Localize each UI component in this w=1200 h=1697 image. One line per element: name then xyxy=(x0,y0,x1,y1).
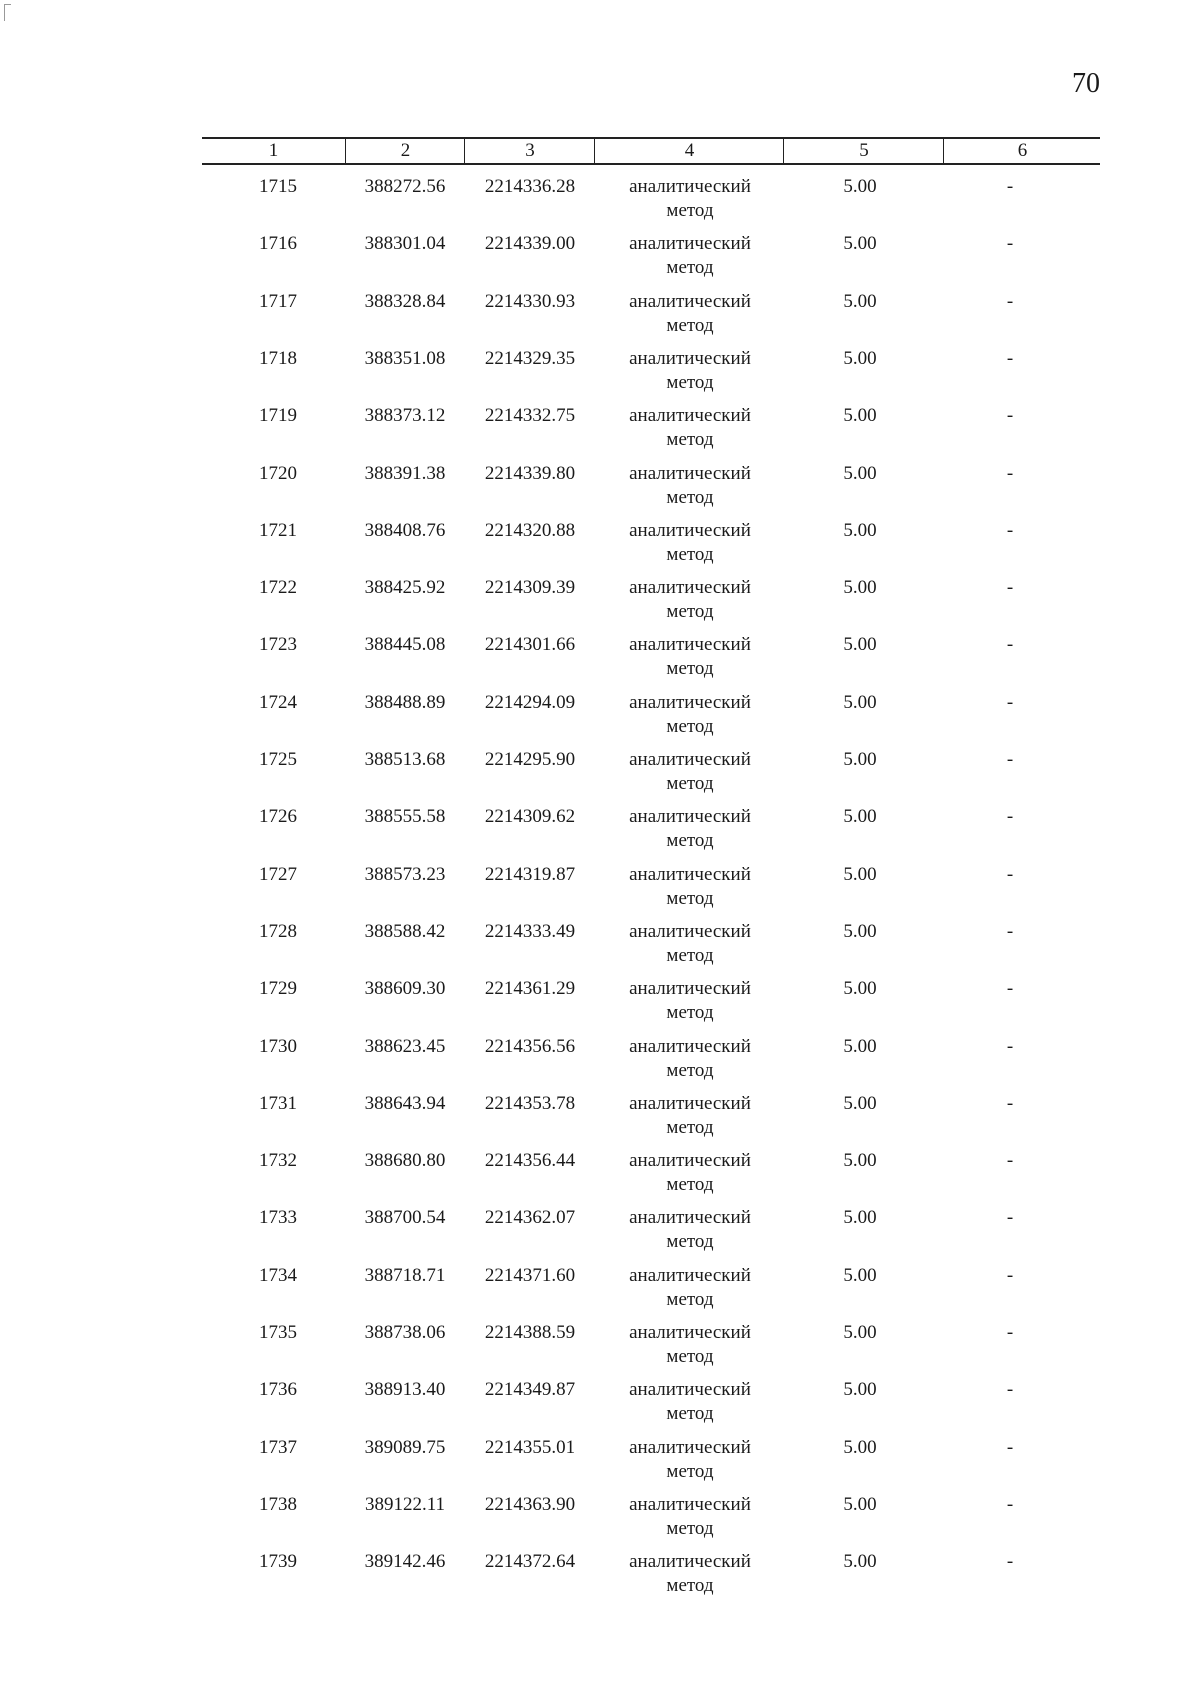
table-row xyxy=(0,1493,1200,1550)
note-cell: - xyxy=(1006,806,1014,828)
method-line-1: аналитический xyxy=(629,1493,751,1515)
accuracy-cell: 5.00 xyxy=(843,634,877,656)
table-row xyxy=(0,863,1200,920)
method-line-1: аналитический xyxy=(629,634,751,656)
accuracy-cell: 5.00 xyxy=(843,1436,877,1458)
table-row xyxy=(0,1321,1200,1378)
method-cell xyxy=(605,1206,775,1254)
point-number-cell: 1738 xyxy=(259,1493,297,1515)
table-row xyxy=(0,1149,1200,1206)
method-cell xyxy=(605,1035,775,1083)
method-line-1: аналитический xyxy=(629,176,751,197)
x-coordinate-cell: 388425.92 xyxy=(364,577,446,599)
method-line-2: метод xyxy=(666,543,714,565)
method-line-1: аналитический xyxy=(629,1207,751,1229)
y-coordinate-cell: 2214336.28 xyxy=(484,176,576,197)
x-coordinate-cell: 388718.71 xyxy=(364,1264,446,1286)
method-line-2: метод xyxy=(666,1174,714,1196)
y-coordinate-cell: 2214361.29 xyxy=(484,978,576,1000)
method-line-1: аналитический xyxy=(629,920,751,942)
table-header xyxy=(202,137,1100,165)
method-line-2: метод xyxy=(666,314,714,336)
method-line-1: аналитический xyxy=(629,749,751,770)
point-number-cell: 1733 xyxy=(259,1207,297,1229)
accuracy-cell: 5.00 xyxy=(843,978,877,1000)
header-divider xyxy=(464,139,465,163)
accuracy-cell: 5.00 xyxy=(843,290,877,312)
y-coordinate-cell: 2214371.60 xyxy=(484,1264,576,1286)
method-line-1: аналитический xyxy=(629,577,751,599)
point-number-cell: 1730 xyxy=(259,1035,297,1057)
point-number-cell: 1715 xyxy=(259,176,297,197)
y-coordinate-cell: 2214319.87 xyxy=(484,863,576,885)
y-coordinate-cell: 2214309.39 xyxy=(484,577,576,599)
method-cell xyxy=(605,576,775,624)
header-cell-6: 6 xyxy=(1017,140,1028,161)
method-line-1: аналитический xyxy=(629,233,751,255)
table-row xyxy=(0,347,1200,404)
note-cell: - xyxy=(1006,634,1014,656)
method-line-2: метод xyxy=(666,1059,714,1081)
y-coordinate-cell: 2214372.64 xyxy=(484,1551,576,1573)
header-cell-1: 1 xyxy=(268,140,279,161)
method-line-2: метод xyxy=(666,1002,714,1024)
method-line-2: метод xyxy=(666,200,714,221)
method-cell xyxy=(605,920,775,968)
accuracy-cell: 5.00 xyxy=(843,1264,877,1286)
point-number-cell: 1721 xyxy=(259,519,297,541)
method-line-2: метод xyxy=(666,1460,714,1482)
x-coordinate-cell: 388488.89 xyxy=(364,691,446,713)
y-coordinate-cell: 2214301.66 xyxy=(484,634,576,656)
point-number-cell: 1716 xyxy=(259,233,297,255)
table-row xyxy=(0,462,1200,519)
note-cell: - xyxy=(1006,405,1014,427)
table-row xyxy=(0,175,1200,232)
accuracy-cell: 5.00 xyxy=(843,1551,877,1573)
table-row xyxy=(0,691,1200,748)
table-row xyxy=(0,633,1200,690)
scan-corner-mark xyxy=(4,4,11,21)
method-line-2: метод xyxy=(666,944,714,966)
accuracy-cell: 5.00 xyxy=(843,233,877,255)
method-line-2: метод xyxy=(666,1346,714,1367)
point-number-cell: 1724 xyxy=(259,691,297,713)
header-divider xyxy=(943,139,944,163)
method-cell xyxy=(605,691,775,739)
method-line-2: метод xyxy=(666,429,714,451)
accuracy-cell: 5.00 xyxy=(843,1150,877,1172)
header-cell-4: 4 xyxy=(684,140,695,161)
point-number-cell: 1732 xyxy=(259,1150,297,1172)
method-line-1: аналитический xyxy=(629,806,751,828)
accuracy-cell: 5.00 xyxy=(843,691,877,713)
method-cell xyxy=(605,290,775,338)
note-cell: - xyxy=(1006,1150,1014,1172)
y-coordinate-cell: 2214333.49 xyxy=(484,920,576,942)
method-line-1: аналитический xyxy=(629,405,751,427)
table-row xyxy=(0,1378,1200,1435)
header-divider xyxy=(783,139,784,163)
method-cell xyxy=(605,1321,775,1369)
note-cell: - xyxy=(1006,1035,1014,1057)
point-number-cell: 1725 xyxy=(259,749,297,770)
y-coordinate-cell: 2214329.35 xyxy=(484,347,576,369)
method-line-1: аналитический xyxy=(629,1322,751,1343)
y-coordinate-cell: 2214339.80 xyxy=(484,462,576,484)
method-line-2: метод xyxy=(666,1116,714,1138)
accuracy-cell: 5.00 xyxy=(843,1092,877,1114)
method-line-1: аналитический xyxy=(629,1035,751,1057)
method-cell xyxy=(605,347,775,395)
header-divider xyxy=(594,139,595,163)
table-row xyxy=(0,1436,1200,1493)
method-line-1: аналитический xyxy=(629,290,751,312)
accuracy-cell: 5.00 xyxy=(843,1035,877,1057)
table-row xyxy=(0,1264,1200,1321)
table-row xyxy=(0,805,1200,862)
method-line-2: метод xyxy=(666,257,714,279)
y-coordinate-cell: 2214339.00 xyxy=(484,233,576,255)
accuracy-cell: 5.00 xyxy=(843,1207,877,1229)
point-number-cell: 1739 xyxy=(259,1551,297,1573)
x-coordinate-cell: 388623.45 xyxy=(364,1035,446,1057)
table-row xyxy=(0,519,1200,576)
note-cell: - xyxy=(1006,290,1014,312)
note-cell: - xyxy=(1006,749,1014,770)
point-number-cell: 1723 xyxy=(259,634,297,656)
method-line-1: аналитический xyxy=(629,1379,751,1401)
accuracy-cell: 5.00 xyxy=(843,176,877,197)
y-coordinate-cell: 2214356.44 xyxy=(484,1150,576,1172)
method-line-2: метод xyxy=(666,1517,714,1539)
note-cell: - xyxy=(1006,1436,1014,1458)
note-cell: - xyxy=(1006,691,1014,713)
method-cell xyxy=(605,1550,775,1598)
point-number-cell: 1717 xyxy=(259,290,297,312)
method-cell xyxy=(605,232,775,280)
point-number-cell: 1726 xyxy=(259,806,297,828)
x-coordinate-cell: 389142.46 xyxy=(364,1551,446,1573)
x-coordinate-cell: 388738.06 xyxy=(364,1322,446,1343)
y-coordinate-cell: 2214332.75 xyxy=(484,405,576,427)
method-cell xyxy=(605,863,775,911)
header-cell-2: 2 xyxy=(400,140,411,161)
accuracy-cell: 5.00 xyxy=(843,920,877,942)
x-coordinate-cell: 388301.04 xyxy=(364,233,446,255)
accuracy-cell: 5.00 xyxy=(843,1493,877,1515)
note-cell: - xyxy=(1006,1493,1014,1515)
point-number-cell: 1727 xyxy=(259,863,297,885)
y-coordinate-cell: 2214363.90 xyxy=(484,1493,576,1515)
x-coordinate-cell: 388913.40 xyxy=(364,1379,446,1401)
note-cell: - xyxy=(1006,1379,1014,1401)
note-cell: - xyxy=(1006,1264,1014,1286)
method-line-2: метод xyxy=(666,1231,714,1253)
y-coordinate-cell: 2214295.90 xyxy=(484,749,576,770)
table-row xyxy=(0,920,1200,977)
method-cell xyxy=(605,977,775,1025)
table-row xyxy=(0,1550,1200,1607)
method-line-1: аналитический xyxy=(629,462,751,484)
note-cell: - xyxy=(1006,1322,1014,1343)
accuracy-cell: 5.00 xyxy=(843,863,877,885)
note-cell: - xyxy=(1006,1207,1014,1229)
method-line-2: метод xyxy=(666,1403,714,1425)
method-cell xyxy=(605,1436,775,1484)
x-coordinate-cell: 388555.58 xyxy=(364,806,446,828)
accuracy-cell: 5.00 xyxy=(843,405,877,427)
x-coordinate-cell: 388408.76 xyxy=(364,519,446,541)
method-line-2: метод xyxy=(666,658,714,680)
method-line-1: аналитический xyxy=(629,347,751,369)
method-line-2: метод xyxy=(666,601,714,623)
y-coordinate-cell: 2214320.88 xyxy=(484,519,576,541)
method-cell xyxy=(605,1378,775,1426)
page-number: 70 xyxy=(1072,68,1100,99)
point-number-cell: 1729 xyxy=(259,978,297,1000)
method-line-2: метод xyxy=(666,1575,714,1597)
table-row xyxy=(0,977,1200,1034)
header-divider xyxy=(345,139,346,163)
note-cell: - xyxy=(1006,1551,1014,1573)
note-cell: - xyxy=(1006,577,1014,599)
accuracy-cell: 5.00 xyxy=(843,577,877,599)
method-cell xyxy=(605,462,775,510)
table-row xyxy=(0,232,1200,289)
point-number-cell: 1734 xyxy=(259,1264,297,1286)
note-cell: - xyxy=(1006,519,1014,541)
x-coordinate-cell: 388513.68 xyxy=(364,749,446,770)
method-cell xyxy=(605,1092,775,1140)
method-cell xyxy=(605,1493,775,1541)
note-cell: - xyxy=(1006,920,1014,942)
y-coordinate-cell: 2214355.01 xyxy=(484,1436,576,1458)
method-cell xyxy=(605,1149,775,1197)
accuracy-cell: 5.00 xyxy=(843,347,877,369)
header-cell-3: 3 xyxy=(525,140,535,161)
point-number-cell: 1731 xyxy=(259,1092,297,1114)
method-line-2: метод xyxy=(666,830,714,852)
note-cell: - xyxy=(1006,1092,1014,1114)
x-coordinate-cell: 388643.94 xyxy=(364,1092,446,1114)
note-cell: - xyxy=(1006,233,1014,255)
accuracy-cell: 5.00 xyxy=(843,806,877,828)
x-coordinate-cell: 389089.75 xyxy=(364,1436,446,1458)
method-line-2: метод xyxy=(666,887,714,909)
accuracy-cell: 5.00 xyxy=(843,1322,877,1343)
point-number-cell: 1718 xyxy=(259,347,297,369)
table-row xyxy=(0,1092,1200,1149)
method-line-2: метод xyxy=(666,715,714,737)
y-coordinate-cell: 2214349.87 xyxy=(484,1379,576,1401)
point-number-cell: 1728 xyxy=(259,920,297,942)
method-line-1: аналитический xyxy=(629,1092,751,1114)
method-line-1: аналитический xyxy=(629,519,751,541)
method-cell xyxy=(605,805,775,853)
x-coordinate-cell: 388328.84 xyxy=(364,290,446,312)
note-cell: - xyxy=(1006,863,1014,885)
method-cell xyxy=(605,1264,775,1312)
method-line-1: аналитический xyxy=(629,1264,751,1286)
point-number-cell: 1735 xyxy=(259,1322,297,1343)
point-number-cell: 1720 xyxy=(259,462,297,484)
method-line-2: метод xyxy=(666,773,714,794)
table-row xyxy=(0,748,1200,805)
header-cell-5: 5 xyxy=(859,140,869,161)
method-line-1: аналитический xyxy=(629,1551,751,1573)
table-row xyxy=(0,576,1200,633)
y-coordinate-cell: 2214388.59 xyxy=(484,1322,576,1343)
method-line-2: метод xyxy=(666,1288,714,1310)
method-cell xyxy=(605,748,775,796)
accuracy-cell: 5.00 xyxy=(843,1379,877,1401)
y-coordinate-cell: 2214330.93 xyxy=(484,290,576,312)
x-coordinate-cell: 389122.11 xyxy=(364,1493,446,1515)
table-row xyxy=(0,1206,1200,1263)
point-number-cell: 1737 xyxy=(259,1436,297,1458)
method-line-1: аналитический xyxy=(629,863,751,885)
method-cell xyxy=(605,175,775,223)
point-number-cell: 1719 xyxy=(259,405,297,427)
method-line-1: аналитический xyxy=(629,691,751,713)
point-number-cell: 1722 xyxy=(259,577,297,599)
accuracy-cell: 5.00 xyxy=(843,519,877,541)
table-row xyxy=(0,404,1200,461)
x-coordinate-cell: 388445.08 xyxy=(364,634,446,656)
x-coordinate-cell: 388700.54 xyxy=(364,1207,446,1229)
x-coordinate-cell: 388373.12 xyxy=(364,405,446,427)
x-coordinate-cell: 388351.08 xyxy=(364,347,446,369)
x-coordinate-cell: 388573.23 xyxy=(364,863,446,885)
point-number-cell: 1736 xyxy=(259,1379,297,1401)
note-cell: - xyxy=(1006,347,1014,369)
y-coordinate-cell: 2214356.56 xyxy=(484,1035,576,1057)
y-coordinate-cell: 2214309.62 xyxy=(484,806,576,828)
y-coordinate-cell: 2214362.07 xyxy=(484,1207,576,1229)
table-row xyxy=(0,1035,1200,1092)
x-coordinate-cell: 388680.80 xyxy=(364,1150,446,1172)
x-coordinate-cell: 388272.56 xyxy=(364,176,446,197)
y-coordinate-cell: 2214353.78 xyxy=(484,1092,576,1114)
accuracy-cell: 5.00 xyxy=(843,462,877,484)
x-coordinate-cell: 388609.30 xyxy=(364,978,446,1000)
method-line-1: аналитический xyxy=(629,1150,751,1172)
x-coordinate-cell: 388588.42 xyxy=(364,920,446,942)
note-cell: - xyxy=(1006,462,1014,484)
method-cell xyxy=(605,633,775,681)
table-row xyxy=(0,290,1200,347)
method-line-2: метод xyxy=(666,486,714,508)
method-line-1: аналитический xyxy=(629,978,751,1000)
method-line-1: аналитический xyxy=(629,1436,751,1458)
note-cell: - xyxy=(1006,978,1014,1000)
method-cell xyxy=(605,404,775,452)
note-cell: - xyxy=(1006,176,1014,197)
method-line-2: метод xyxy=(666,371,714,393)
method-cell xyxy=(605,519,775,567)
y-coordinate-cell: 2214294.09 xyxy=(484,691,576,713)
accuracy-cell: 5.00 xyxy=(843,749,877,770)
x-coordinate-cell: 388391.38 xyxy=(364,462,446,484)
